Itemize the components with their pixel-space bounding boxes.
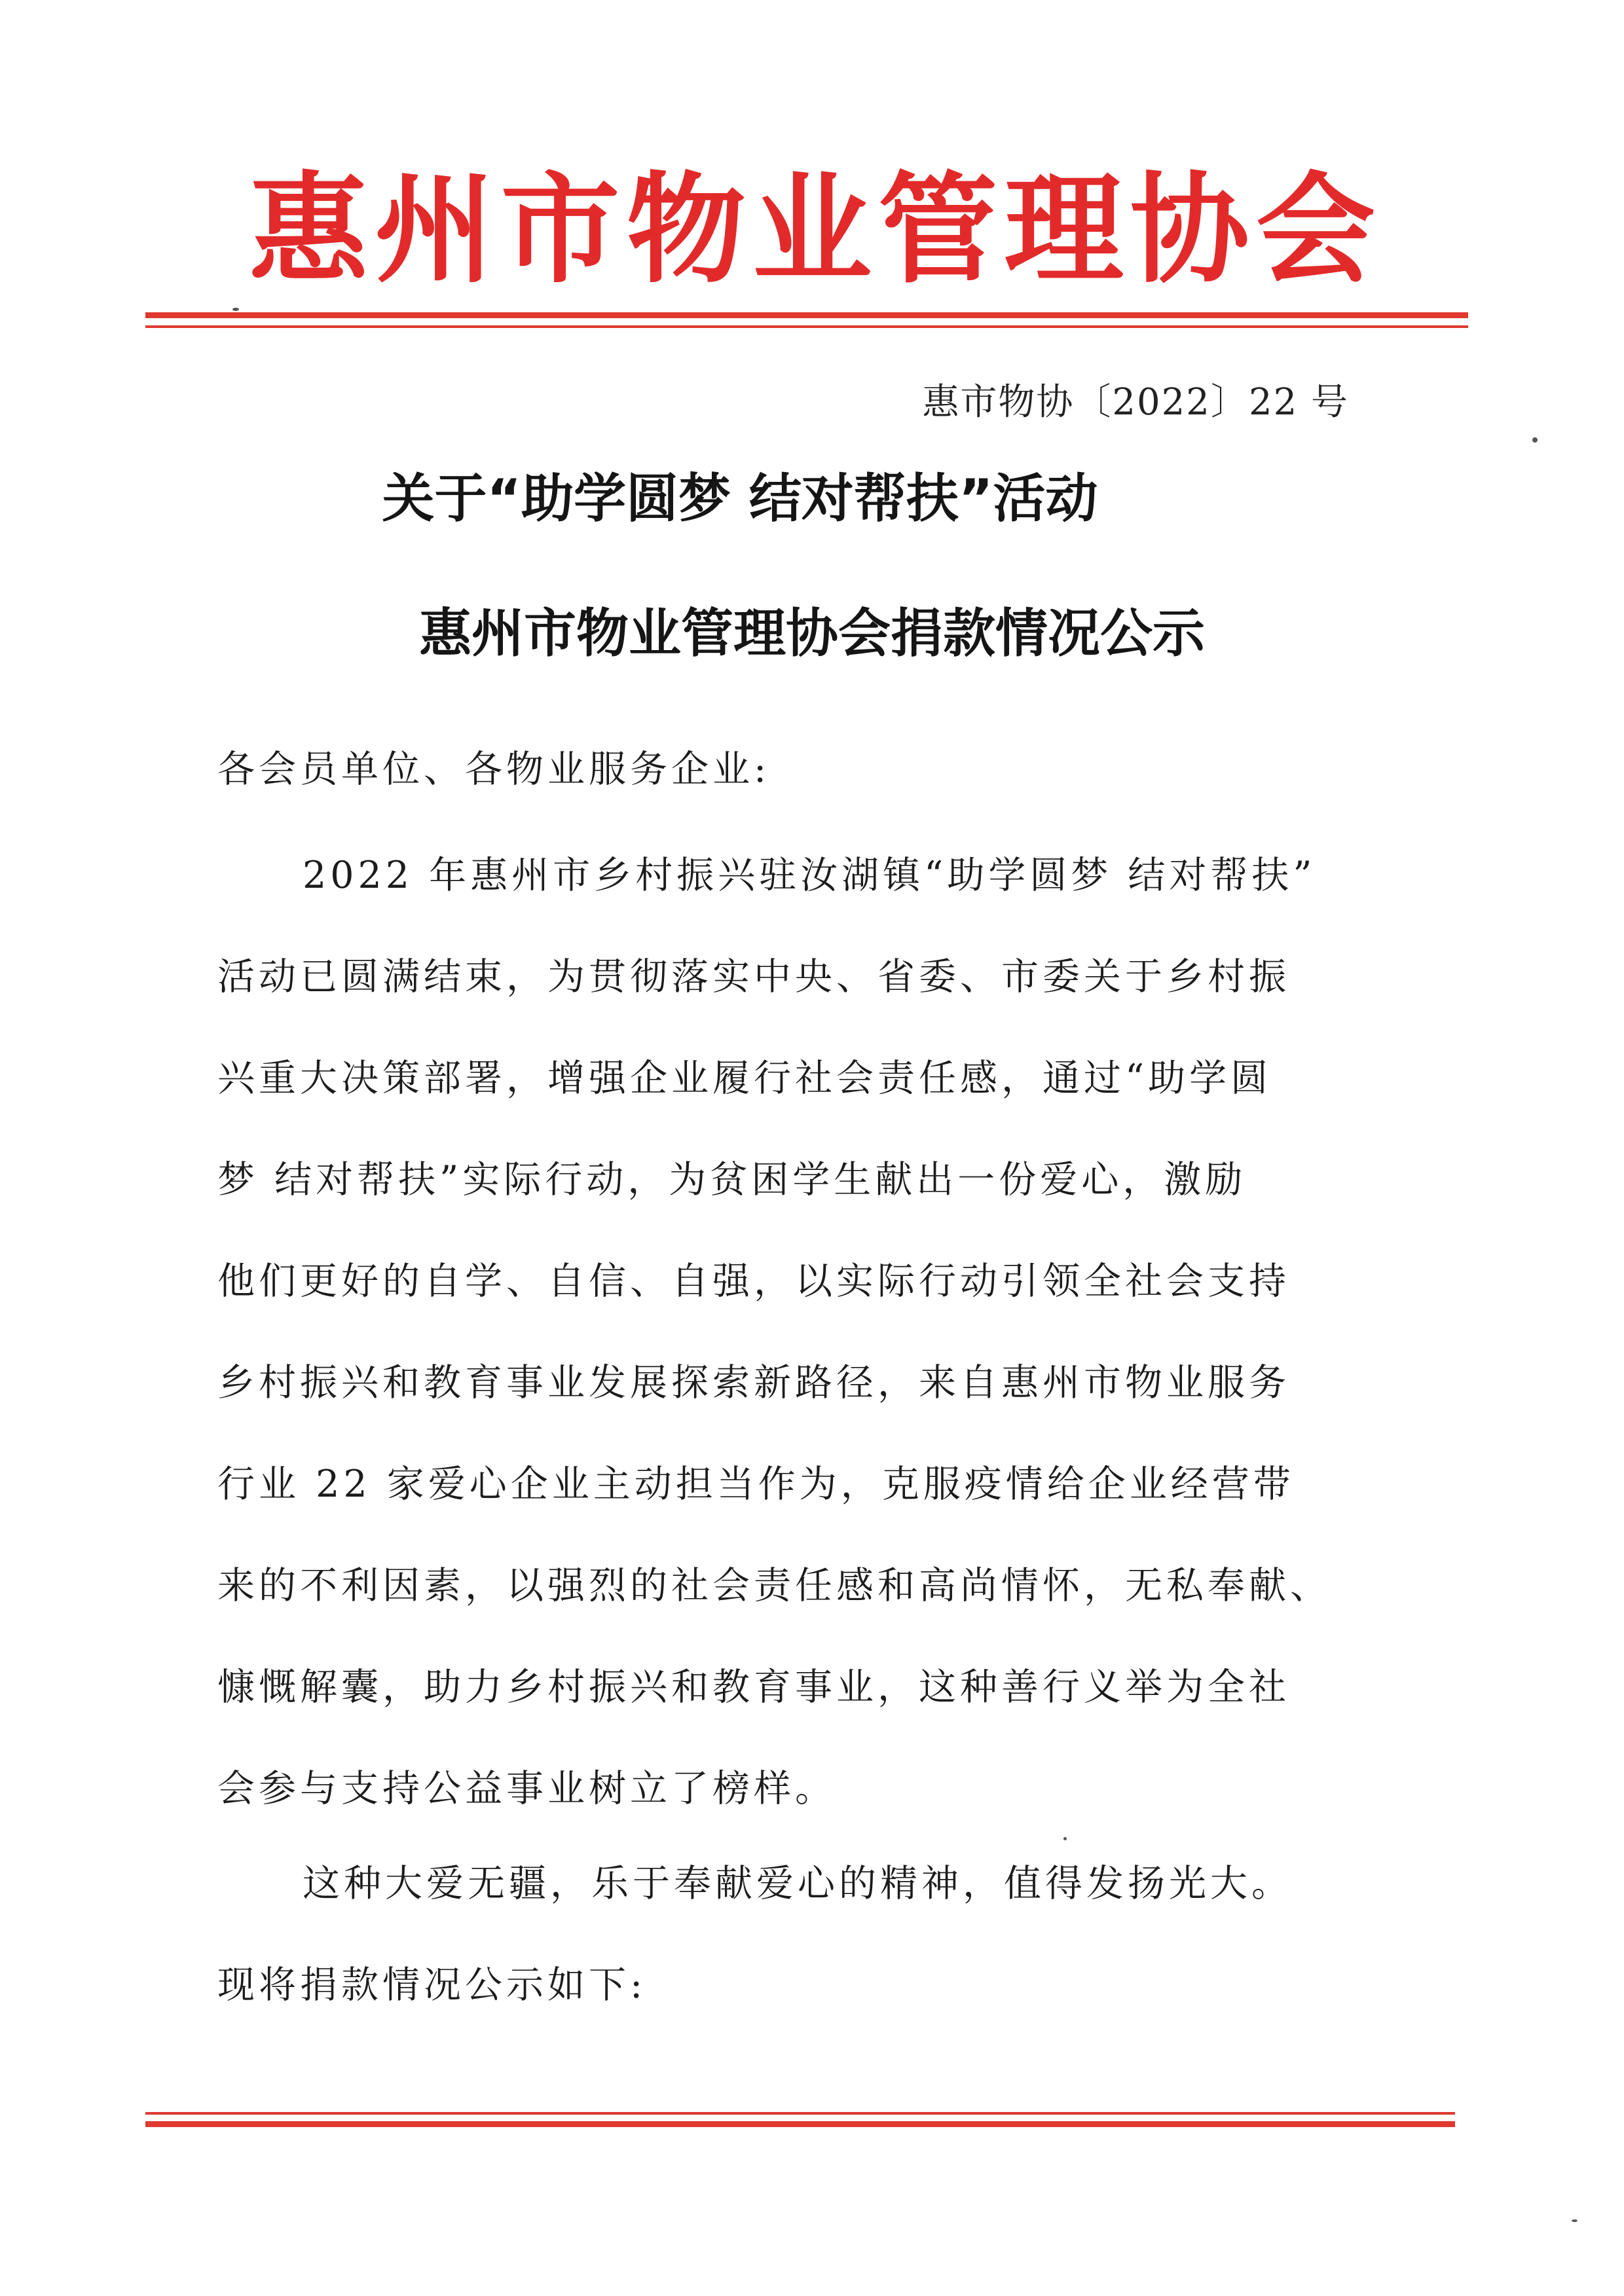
- scan-speck: [1063, 1837, 1067, 1840]
- paragraph-line: 兴重大决策部署，增强企业履行社会责任感，通过“助学圆: [217, 1057, 1272, 1100]
- letterhead-char: 会: [1256, 159, 1375, 299]
- paragraph-line: 他们更好的自学、自信、自强，以实际行动引领全社会支持: [217, 1260, 1290, 1303]
- divider-thick-line: [145, 312, 1468, 318]
- letterhead-char: 业: [752, 159, 872, 299]
- letterhead-char: 惠: [249, 159, 368, 299]
- paragraph-line: 行业 22 家爱心企业主动担当作为，克服疫情给企业经营带: [217, 1463, 1295, 1506]
- divider-thin-line: [145, 2112, 1455, 2115]
- paragraph-line: 来的不利因素，以强烈的社会责任感和高尚情怀，无私奉献、: [217, 1564, 1331, 1607]
- letterhead-title: [249, 154, 1375, 304]
- body-paragraph-2: [217, 1833, 1357, 2036]
- paragraph-line-text: 这种大爱无疆，乐于奉献爱心的精神，值得发扬光大。: [303, 1862, 1293, 1905]
- salutation: 各会员单位、各物业服务企业:: [217, 748, 771, 791]
- scan-speck: [232, 308, 239, 311]
- paragraph-line: [217, 825, 1357, 926]
- letterhead-char: 物: [626, 159, 746, 299]
- scan-speck: [1572, 2219, 1578, 2222]
- letterhead-char: 市: [500, 159, 620, 299]
- paragraph-line: 活动已圆满结束，为贯彻落实中央、省委、市委关于乡村振: [217, 955, 1290, 998]
- divider-thin-line: [145, 325, 1468, 328]
- scan-speck: [1532, 437, 1538, 443]
- paragraph-line: 会参与支持公益事业树立了榜样。: [217, 1767, 836, 1810]
- letterhead-char: 管: [878, 159, 998, 299]
- document-number: 惠市物协〔2022〕22 号: [922, 381, 1349, 424]
- document-title-line-2: 惠州市物业管理协会捐款情况公示: [419, 603, 1205, 664]
- paragraph-line: 慷慨解囊，助力乡村振兴和教育事业，这种善行义举为全社: [217, 1666, 1290, 1709]
- paragraph-line: 乡村振兴和教育事业发展探索新路径，来自惠州市物业服务: [217, 1361, 1290, 1404]
- document-title-line-1: 关于“助学圆梦 结对帮扶”活动: [382, 468, 1098, 529]
- paragraph-line: [217, 1833, 1357, 1935]
- letterhead-char: 理: [1004, 159, 1124, 299]
- body-paragraph-1: [217, 825, 1357, 1840]
- divider-thick-line: [145, 2121, 1455, 2127]
- letterhead-char: 协: [1130, 159, 1249, 299]
- paragraph-line: 现将捐款情况公示如下:: [217, 1963, 647, 2007]
- paragraph-line: 梦 结对帮扶”实际行动，为贫困学生献出一份爱心，激励: [217, 1158, 1247, 1201]
- letterhead-char: 州: [375, 159, 494, 299]
- paragraph-line-text: 2022 年惠州市乡村振兴驻汝湖镇“助学圆梦 结对帮扶”: [303, 854, 1316, 897]
